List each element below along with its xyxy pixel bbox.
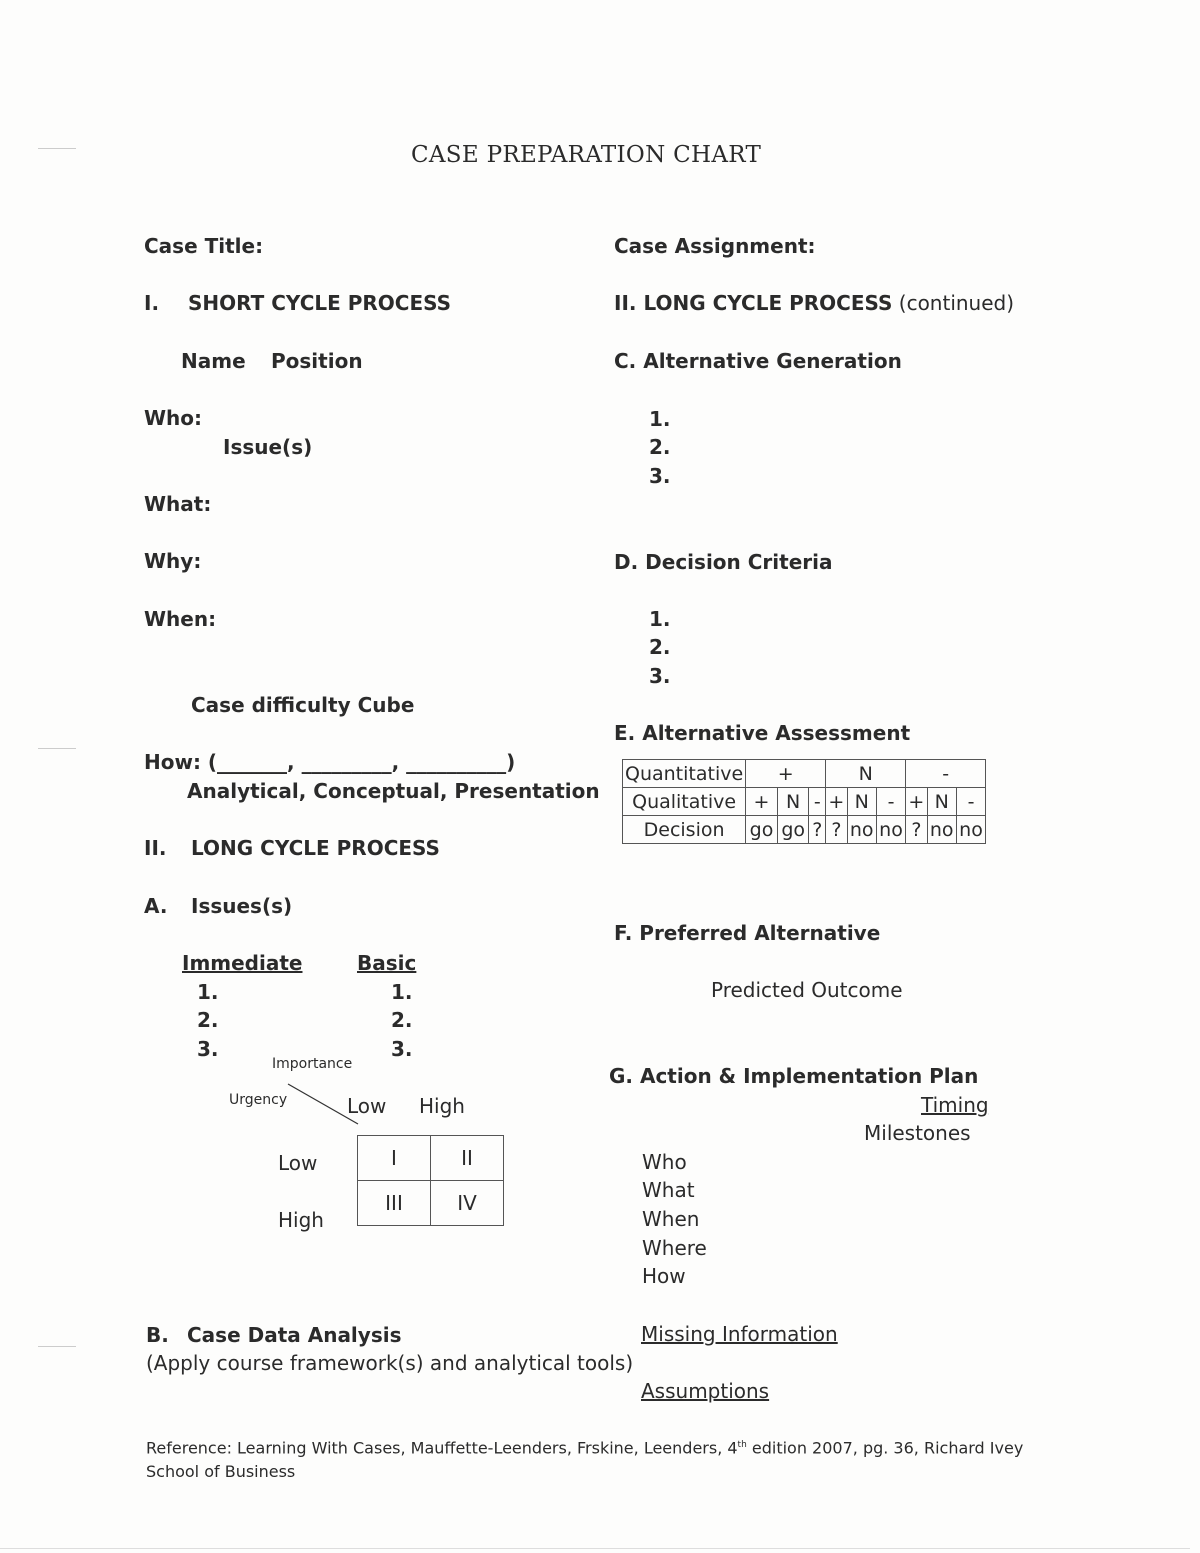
quantitative-value: N xyxy=(826,760,906,788)
decision-value: no xyxy=(956,816,985,844)
when-label: When: xyxy=(144,607,217,631)
reference-text-continued: edition 2007, pg. 36, Richard Ivey School of Business xyxy=(146,1438,1024,1482)
qualitative-value: - xyxy=(956,788,985,816)
urgency-row-high: High xyxy=(278,1208,324,1232)
scan-mark xyxy=(38,748,76,749)
qualitative-value: + xyxy=(826,788,847,816)
section-b-instructions: (Apply course framework(s) and analytical tools) xyxy=(146,1351,634,1375)
decision-value: go xyxy=(746,816,778,844)
position-label: Position xyxy=(271,349,363,373)
matrix-cell: II xyxy=(431,1136,504,1181)
alternative-item: 3. xyxy=(649,464,671,488)
assumptions-label: Assumptions xyxy=(641,1379,770,1403)
alternative-item: 1. xyxy=(649,407,671,431)
long-cycle-number: II. xyxy=(144,836,167,860)
quantitative-label: Quantitative xyxy=(623,760,746,788)
decision-value: ? xyxy=(809,816,826,844)
alternative-item: 2. xyxy=(649,435,671,459)
reference-note xyxy=(146,1433,1036,1484)
case-difficulty-label: Case difficulty Cube xyxy=(191,693,415,717)
qualitative-value: + xyxy=(746,788,778,816)
case-title-label: Case Title: xyxy=(144,234,264,258)
decision-value: go xyxy=(777,816,809,844)
long-cycle-heading: LONG CYCLE PROCESS xyxy=(191,836,440,860)
section-g-heading: G. Action & Implementation Plan xyxy=(609,1064,979,1088)
qualitative-value: N xyxy=(777,788,809,816)
why-label: Why: xyxy=(144,549,202,573)
criteria-item: 2. xyxy=(649,635,671,659)
section-f-heading: F. Preferred Alternative xyxy=(614,921,881,945)
missing-information-label: Missing Information xyxy=(641,1322,838,1346)
decision-value: no xyxy=(927,816,956,844)
case-assignment-label: Case Assignment: xyxy=(614,234,816,258)
timing-label: Timing xyxy=(921,1093,989,1117)
section-b-heading: Case Data Analysis xyxy=(187,1323,402,1347)
plan-item-when: When xyxy=(642,1207,700,1231)
basic-item: 3. xyxy=(391,1037,413,1061)
plan-item-what: What xyxy=(642,1178,695,1202)
long-cycle-continued-heading xyxy=(614,291,1014,315)
section-c-heading: C. Alternative Generation xyxy=(614,349,902,373)
section-b-number: B. xyxy=(146,1323,169,1347)
qualitative-value: - xyxy=(809,788,826,816)
page-title: CASE PREPARATION CHART xyxy=(411,142,762,168)
plan-item-where: Where xyxy=(642,1236,707,1260)
matrix-cell: I xyxy=(358,1136,431,1181)
reference-superscript: th xyxy=(737,1440,747,1450)
immediate-item: 3. xyxy=(197,1037,219,1061)
milestones-label: Milestones xyxy=(864,1121,971,1145)
qualitative-label: Qualitative xyxy=(623,788,746,816)
importance-label: Importance xyxy=(272,1056,353,1072)
continued-suffix: (continued) xyxy=(898,291,1015,315)
section-d-heading: D. Decision Criteria xyxy=(614,550,833,574)
basic-item: 2. xyxy=(391,1008,413,1032)
priority-matrix xyxy=(357,1135,504,1226)
quantitative-value: + xyxy=(746,760,826,788)
quantitative-value: - xyxy=(906,760,986,788)
section-e-heading: E. Alternative Assessment xyxy=(614,721,911,745)
qualitative-value: N xyxy=(847,788,876,816)
decision-value: ? xyxy=(826,816,847,844)
immediate-item: 2. xyxy=(197,1008,219,1032)
name-label: Name xyxy=(181,349,246,373)
alternative-assessment-table xyxy=(622,759,986,844)
basic-header: Basic xyxy=(357,951,417,975)
how-dimensions: Analytical, Conceptual, Presentation xyxy=(187,779,600,803)
section-a-number: A. xyxy=(144,894,168,918)
plan-item-who: Who xyxy=(642,1150,687,1174)
importance-col-low: Low xyxy=(347,1094,387,1118)
urgency-row-low: Low xyxy=(278,1151,318,1175)
section-a-heading: Issues(s) xyxy=(191,894,293,918)
what-label: What: xyxy=(144,492,212,516)
scan-mark xyxy=(38,1346,76,1347)
decision-value: no xyxy=(847,816,876,844)
long-cycle-continued-label: II. LONG CYCLE PROCESS xyxy=(614,291,893,315)
decision-value: ? xyxy=(906,816,927,844)
short-cycle-heading: SHORT CYCLE PROCESS xyxy=(188,291,452,315)
immediate-header: Immediate xyxy=(182,951,303,975)
basic-item: 1. xyxy=(391,980,413,1004)
scan-edge xyxy=(0,1548,1190,1549)
decision-value: no xyxy=(876,816,905,844)
plan-item-how: How xyxy=(642,1264,686,1288)
scan-mark xyxy=(38,148,76,149)
matrix-cell: III xyxy=(358,1181,431,1226)
reference-text: Reference: Learning With Cases, Mauffette-Leenders, Frskine, Leenders, 4 xyxy=(146,1438,738,1458)
qualitative-value: N xyxy=(927,788,956,816)
qualitative-value: - xyxy=(876,788,905,816)
how-label: How: (_______, _________, __________) xyxy=(144,750,516,774)
issues-label: Issue(s) xyxy=(223,435,313,459)
who-label: Who: xyxy=(144,406,203,430)
criteria-item: 3. xyxy=(649,664,671,688)
short-cycle-number: I. xyxy=(144,291,160,315)
qualitative-value: + xyxy=(906,788,927,816)
importance-col-high: High xyxy=(419,1094,465,1118)
matrix-cell: IV xyxy=(431,1181,504,1226)
criteria-item: 1. xyxy=(649,607,671,631)
decision-label: Decision xyxy=(623,816,746,844)
immediate-item: 1. xyxy=(197,980,219,1004)
predicted-outcome-label: Predicted Outcome xyxy=(711,978,903,1002)
urgency-label: Urgency xyxy=(229,1092,288,1108)
